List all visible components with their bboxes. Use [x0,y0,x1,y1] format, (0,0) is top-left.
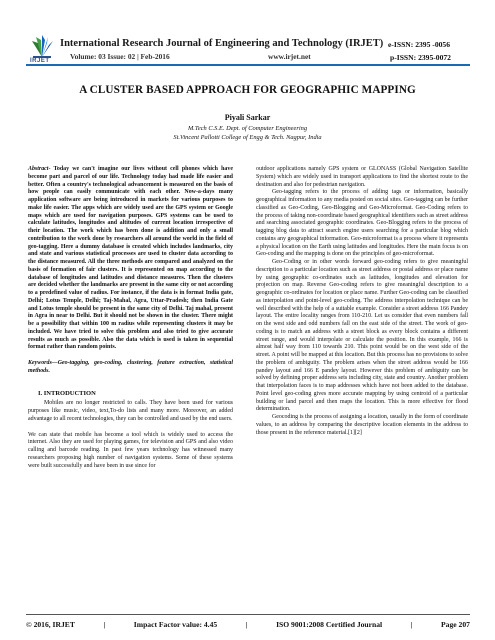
p-issn: p-ISSN: 2395-0072 [390,53,451,62]
left-column [28,166,233,470]
body-paragraph-geocoding-definition: Geocoding is the process of assigning a location, usually in the form of coordinate values, to an address by comparing the descriptive location elements in the address to those present in the reference material.[1][2] [256,414,468,436]
volume-issue: Volume: 03 Issue: 02 | Feb-2016 [70,52,170,61]
intro-paragraph-1: Mobiles are no longer restricted to calls. They have been used for various purposes like music, video, text,To-do lists and many more. Moreover, an added advantage to all recent technologies, they can be controlled and used by the end users. [28,400,233,422]
section-heading-introduction: I. INTRODUCTION [38,389,96,397]
keywords: Keywords—Geo-tagging, geo-coding, clustering, feature extraction, statistical methods. [28,360,233,374]
e-issn: e-ISSN: 2395 -0056 [388,40,451,49]
author-affiliation-dept: M.Tech C.S.E. Dept. of Computer Engineering [187,125,308,132]
footer-copyright: © 2016, IRJET [26,620,75,629]
body-paragraph-geo-tagging: Geo-tagging refers to the process of adding tags or information, basically geographical information to any media posted on social sites. Geo-tagging can be further classified as Geo-Coding, Geo-Blogging and Geo-Microformat. Geo-Coding refers to the process of taking non-coordinate based geographical identifiers such as street address and searching associated geographic coordinates. Geo-Blogging refers to the process of tagging blog data to attract search engine users searching for a particular blog which contains any geographical information. Geo-microformat is a process where it represents a physical location on the Earth using latitudes and longitudes. Here the main focus is on Geo-coding and the mapping is done on the principles of geo-microformat. [256,189,468,258]
body-paragraph-1: outdoor applications namely GPS system or GLONASS (Global Navigation Satellite System) which are widely used in transport applications to find the shortest route to the destination and also for pedestrian navigation. [256,166,468,188]
intro-paragraph-2: We can state that mobile has become a tool which is widely used to access the internet. Also they are used for playing games, for television and GPS and also video calling and barcode reading. In past few years technology has witnessed many researchers proposing high number of navigation systems. Some of these systems were built successfully and have been in use since for [28,431,233,469]
journal-website[interactable]: www.irjet.net [268,52,311,61]
footer-separator: | [245,620,248,629]
abstract [28,166,233,352]
abstract-label: Abstract [28,166,49,172]
author-name: Piyali Sarkar [224,113,271,122]
footer-separator: | [410,620,413,629]
right-column [256,166,468,437]
logo-text: IRJET [30,58,50,64]
footer-separator: | [103,620,106,629]
footer-divider [26,614,470,615]
footer-iso: ISO 9001:2008 Certified Journal [276,620,383,629]
header-divider [26,64,470,66]
journal-title: International Research Journal of Engineering and Technology (IRJET) [60,38,384,49]
abstract-text: - Today we can't imagine our lives without cell phones which have become part and parcel of our life. Technology today had made life easier and better. Often a country's technological advancement is measured on the basis of how people can easily communicate with each other. Now-a-days many application software are being introduced in markets for various purposes to make life easier. The apps which are widely used are the GPS system or Google maps which are used for navigation purposes. GPS systems can be used to calculate latitudes, longitudes and altitudes of current location irrespective of their location. The work which has been done is addition and only a small contribution to the work done by researchers all around the world in the field of geo-tagging. Here a dummy database is created which includes landmarks, city and state and various statistical processes are used to cluster data according to the distance measured. All the three methods are compared and analyzed on the basis of formation of fair clusters. It is represented on map according to the database of longitudes and latitudes and distance measures. Then the clusters are decided whether the landmarks are present in the same city or not according to a predefined value of radius. For instance, if the data is in format India gate, Delhi; Lotus Temple, Delhi; Taj-Mahal, Agra, Uttar-Pradesh; then India Gate and Lotus temple should be present in the same city of Delhi. Taj mahal, present in Agra in near to Delhi. But it should not be shown in the cluster. There might be a possibility that within 100 m radius while representing clusters it may be included. We have tried to solve this problem and also tried to give accurate results as much as possible. Also the data which is used is taken in sequential format rather than random points. [28,166,233,351]
journal-header [0,0,495,64]
footer-page-number: Page 207 [441,620,470,629]
author-affiliation-college: St.Vincent Pallotti College of Engg & Tech. Nagpur, India [173,134,322,141]
paper-title: A CLUSTER BASED APPROACH FOR GEOGRAPHIC MAPPING [79,84,416,96]
page-footer [26,620,470,629]
footer-impact-factor: Impact Factor value: 4.45 [133,620,218,629]
body-paragraph-geo-coding: Geo-Coding or in other words forward geo-coding refers to give meaningful description to a particular location such as street address or postal address or place name by using geographic co-ordinates such as latitudes, longitudes and elevation for projection on map. Reverse Geo-coding refers to give meaningful description to a geographic co-ordinates for location or place name. Further Geo-coding can be classified as interpolation and point-level geo-coding. The address interpolation technique can be well described with the help of a suitable example. Consider a street address 166 Pandey layout. The entire locality ranges from 110-210. Let us consider that even numbers fall on the west side and odd numbers fall on the east side of the street. The work of geo-coding is to match an address with a street block as every block contains a different street range, and would interpolate or calculate the position. In this example, 166 is almost half way from 110 towards 210. This point would be on the west side of the street. A point will be mapped at this location. But this process has no provisions to solve the problem of ambiguity. The problem arises when the street address would be 166 pandey layout and 166 E pandey layout. However this problem of ambiguity can be solved by defining proper address sets including city, state and country. Another problem that interpolation faces is to map addresses which have not been added to the database. Point level geo-coding gives more accurate mapping by using centroid of a particular building or land parcel and then maps the location. This is more effective for flood determination. [256,259,468,413]
